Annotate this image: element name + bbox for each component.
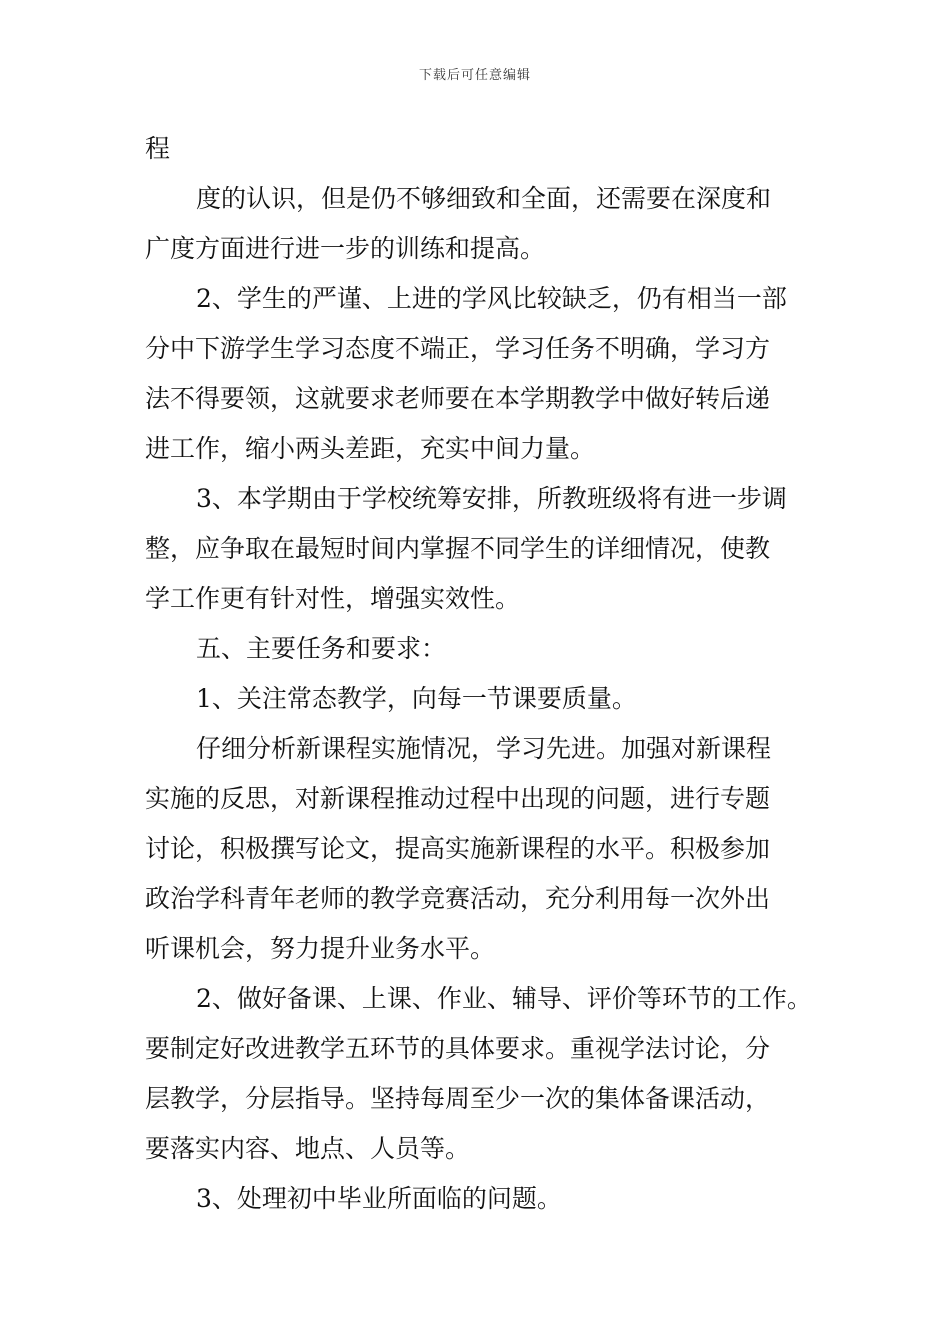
text-line: 层教学，分层指导。坚持每周至少一次的集体备课活动，: [145, 1084, 771, 1113]
text-line: 3、处理初中毕业所面临的问题。: [196, 1184, 562, 1213]
text-line: 要制定好改进教学五环节的具体要求。重视学法讨论，分: [145, 1034, 771, 1063]
text-line: 整，应争取在最短时间内掌握不同学生的详细情况，使教: [145, 534, 771, 563]
text-line: 度的认识，但是仍不够细致和全面，还需要在深度和: [196, 184, 772, 213]
document-body: [145, 124, 815, 1224]
text-line: 政治学科青年老师的教学竞赛活动，充分利用每一次外出: [145, 884, 771, 913]
text-line: 实施的反思，对新课程推动过程中出现的问题，进行专题: [145, 784, 771, 813]
text-line: 讨论，积极撰写论文，提高实施新课程的水平。积极参加: [145, 834, 771, 863]
text-line: 2、做好备课、上课、作业、辅导、评价等环节的工作。: [196, 984, 812, 1013]
text-line: 进工作，缩小两头差距，充实中间力量。: [145, 434, 596, 463]
text-line: 2、学生的严谨、上进的学风比较缺乏，仍有相当一部: [196, 284, 787, 313]
text-line: 法不得要领，这就要求老师要在本学期教学中做好转后递: [145, 384, 771, 413]
page-header: 下载后可任意编辑: [418, 68, 531, 83]
text-line: 学工作更有针对性，增强实效性。: [145, 584, 521, 613]
text-line: 分中下游学生学习态度不端正，学习任务不明确，学习方: [145, 334, 771, 363]
text-line: 1、关注常态教学，向每一节课要质量。: [196, 684, 637, 713]
text-line: 程: [145, 134, 171, 163]
text-line: 3、本学期由于学校统筹安排，所教班级将有进一步调: [196, 484, 787, 513]
text-line: 要落实内容、地点、人员等。: [145, 1134, 471, 1163]
text-line: 五、主要任务和要求：: [196, 634, 447, 663]
text-line: 听课机会，努力提升业务水平。: [145, 934, 496, 963]
text-line: 广度方面进行进一步的训练和提高。: [145, 234, 546, 263]
text-line: 仔细分析新课程实施情况，学习先进。加强对新课程: [196, 734, 772, 763]
